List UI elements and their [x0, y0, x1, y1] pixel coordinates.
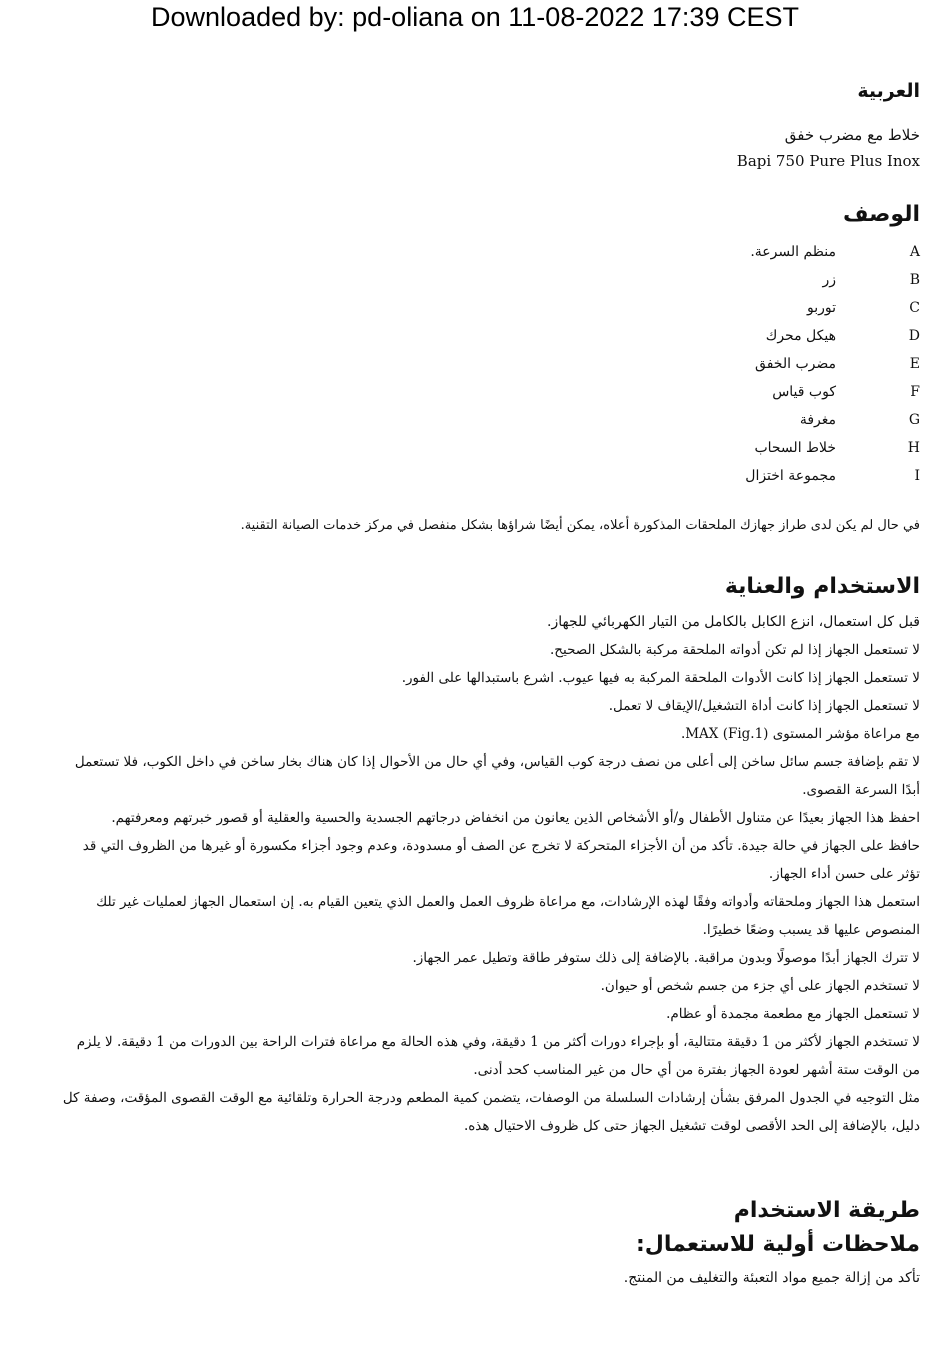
use-care-item: ﻻ ﺗﻘﻢ ﺑﺈﺿﺎﻓﺔ ﺟﺴﻢ ﺳﺎﺋﻞ ﺳﺎﺧﻦ إﻟﻰ أﻋﻠﻰ ﻣﻦ ﻧﺼﻒ درﺟﺔ ﻛﻮب اﻟﻘﻴﺎس، وﻓﻲ أي ﺣﺎل ﻣﻦ اﻷﺣﻮال إذا ﻛﺎن ﻫﻨﺎك ﺑﺨﺎر ﺳﺎﺧﻦ ﻓﻲ داﺧﻞ اﻟﻜﻮب، ﻓﻼ ﺗﺴﺘﻌﻤﻞ أﺑﺪًا اﻟﺴﺮﻋﺔ اﻟﻘﺼﻮى. — [74, 754, 920, 798]
use-care-item: ﻻ ﺗﺴﺘﻌﻤﻞ اﻟﺠﻬﺎز إذا ﻛﺎﻧﺖ أداة اﻟﺘﺸﻐﻴﻞ/اﻹﻳﻘﺎف ﻻ ﺗﻌﻤﻞ. — [608, 698, 920, 714]
use-care-item: ﻻ ﺗﺴﺘﻌﻤﻞ اﻟﺠﻬﺎز ﻣﻊ ﻣﻄﻌﻤﺔ ﻣﺠﻤﺪة أو ﻋﻈﺎم. — [666, 1006, 920, 1022]
part-letter: C — [909, 300, 920, 316]
use-care-item: ﻻ ﺗﺴﺘﺨﺪم اﻟﺠﻬﺎز ﻋﻠﻰ أي ﺟﺰء ﻣﻦ ﺟﺴﻢ ﺷﺨﺺ أو ﺣﻴﻮان. — [600, 978, 920, 994]
use-care-item: ﻻ ﺗﺴﺘﻌﻤﻞ اﻟﺠﻬﺎز إذا ﻟﻢ ﺗﻜﻦ أدواﺗﻪ اﻟﻤﻠﺤﻘﺔ ﻣﺮﻛﺒﺔ ﺑﺎﻟﺸﻜﻞ اﻟﺼﺤﻴﺢ. — [550, 642, 920, 658]
part-letter: B — [909, 272, 920, 288]
part-label: ﻣﺠﻤﻮﻋﺔ اﺧﺘﺰال — [745, 468, 836, 484]
part-label: ﻛﻮب ﻗﻴﺎس — [772, 384, 836, 400]
product-model: Bapi 750 Pure Plus Inox — [736, 152, 920, 170]
use-care-item: ﻻ ﺗﺘﺮك اﻟﺠﻬﺎز أﺑﺪًا ﻣﻮﺻﻮﻟًﺎ وﺑﺪون ﻣﺮاﻗﺒﺔ. ﺑﺎﻹﺿﺎﻓﺔ إﻟﻰ ذﻟﻚ ﺳﺘﻮﻓﺮ ﻃﺎﻗﺔ وﺗﻄﻴﻞ ﻋﻤﺮ اﻟﺠﻬﺎز. — [412, 950, 920, 966]
part-label: ﻣﻐﺮﻓﺔ — [799, 412, 836, 428]
list-item — [720, 464, 920, 492]
use-care-item: ﺣﺎﻓﻆ ﻋﻠﻰ اﻟﺠﻬﺎز ﻓﻲ ﺣﺎﻟﺔ ﺟﻴﺪة. ﺗﺄﻛﺪ ﻣﻦ أن اﻷﺟﺰاء اﻟﻤﺘﺤﺮﻛﺔ ﻻ ﺗﺨﺮج ﻋﻦ اﻟﺼﻒ أو ﻣﺴﺪودة، وﻋﺪم وﺟﻮد أﺟﺰاء ﻣﻜﺴﻮرة أو ﻏﻴﺮﻫﺎ ﻣﻦ اﻟﻈﺮوف اﻟﺘﻲ ﻗﺪ ﺗﺆﺛﺮ ﻋﻠﻰ ﺣﺴﻦ أداء اﻟﺠﻬﺎز. — [82, 838, 920, 882]
list-item — [720, 408, 920, 436]
part-letter: H — [907, 440, 920, 456]
part-label: ﺗﻮرﺑﻮ — [806, 300, 836, 316]
use-care-item: ﻣﻊ ﻣﺮاﻋﺎة ﻣﺆﺷﺮ اﻟﻤﺴﺘﻮى MAX (Fig.1). — [680, 726, 920, 742]
accessories-note: ﻓﻲ ﺣﺎل ﻟﻢ ﻳﻜﻦ ﻟﺪى ﻃﺮاز ﺟﻬﺎزك اﻟﻤﻠﺤﻘﺎت اﻟﻤﺬﻛﻮرة أﻋﻼه، ﻳﻤﻜﻦ أﻳﻀًﺎ ﺷﺮاؤﻫﺎ ﺑﺸﻜﻞ ﻣﻨﻔﺼﻞ ﻓﻲ ﻣﺮﻛﺰ ﺧﺪﻣﺎت اﻟﺼﻴﺎﻧﺔ اﻟﺘﻘﻨﻴﺔ. — [240, 518, 920, 533]
preliminary-note-text: ﺗﺄﻛﺪ ﻣﻦ إزاﻟﺔ ﺟﻤﻴﻊ ﻣﻮاد اﻟﺘﻌﺒﺌﺔ واﻟﺘﻐﻠﻴﻒ ﻣﻦ اﻟﻤﻨﺘﺞ. — [623, 1270, 920, 1286]
use-care-heading: الاستخدام والعناية — [724, 574, 920, 599]
use-care-item: اﺣﻔﻆ ﻫﺬا اﻟﺠﻬﺎز ﺑﻌﻴﺪًا ﻋﻦ ﻣﺘﻨﺎول اﻷﻃﻔﺎل و/أو اﻷﺷﺨﺎص اﻟﺬﻳﻦ ﻳﻌﺎﻧﻮن ﻣﻦ اﻧﺨﻔﺎض درﺟﺎﺗﻬﻢ اﻟﺠﺴﺪﻳﺔ واﻟﺤﺴﻴﺔ واﻟﻌﻘﻠﻴﺔ أو ﻗﺼﻮر ﺧﺒﺮﺗﻬﻢ وﻣﻌﺮﻓﺘﻬﻢ. — [111, 810, 920, 826]
use-care-item: اﺳﺘﻌﻤﻞ ﻫﺬا اﻟﺠﻬﺎز وﻣﻠﺤﻘﺎﺗﻪ وأدواﺗﻪ وﻓﻘًﺎ ﻟﻬﺬه اﻹرﺷﺎدات، ﻣﻊ ﻣﺮاﻋﺎة ﻇﺮوف اﻟﻌﻤﻞ واﻟﻌﻤﻞ اﻟﺬي ﻳﺘﻌﻴﻦ اﻟﻘﻴﺎم ﺑﻪ. إن اﺳﺘﻌﻤﺎل اﻟﺠﻬﺎز ﻟﻌﻤﻠﻴﺎت ﻏﻴﺮ ﺗﻠﻚ اﻟﻤﻨﺼﻮص ﻋﻠﻴﻬﺎ ﻗﺪ ﻳﺴﺒﺐ وﺿﻌًﺎ ﺧﻄﻴﺮًا. — [96, 894, 920, 938]
list-item — [720, 436, 920, 464]
part-label: ﻫﻴﻜﻞ ﻣﺤﺮك — [765, 328, 836, 344]
part-label: ﻣﻀﺮب اﻟﺨﻔﻖ — [755, 356, 836, 372]
list-item — [720, 324, 920, 352]
preliminary-notes-heading: ملاحظات أولية للاستعمال: — [636, 1232, 920, 1257]
list-item — [720, 296, 920, 324]
use-care-item: ﻻ ﺗﺴﺘﺨﺪم اﻟﺠﻬﺎز ﻷﻛﺜﺮ ﻣﻦ 1 دﻗﻴﻘﺔ ﻣﺘﺘﺎﻟﻴﺔ، أو ﺑﺈﺟﺮاء دورات أﻛﺜﺮ ﻣﻦ 1 دﻗﻴﻘﺔ، وﻓﻲ ﻫﺬه اﻟﺤﺎﻟﺔ ﻣﻊ ﻣﺮاﻋﺎة ﻓﺘﺮات اﻟﺮاﺣﺔ ﺑﻴﻦ اﻟﺪورات ﻣﻦ 1 دﻗﻴﻘﺔ. ﻻ ﻳﻠﺰم ﻣﻦ اﻟﻮﻗﺖ ﺳﺘﺔ أﺷﻬﺮ ﻟﻌﻮدة اﻟﺠﻬﺎز ﺑﻔﺘﺮة ﻣﻦ أي ﺣﺎل ﻣﻦ ﻏﻴﺮ اﻟﻤﻨﺎﺳﺐ ﻛﺤﺪ أدﻧﻰ. — [76, 1034, 920, 1078]
part-letter: F — [910, 384, 920, 400]
method-heading: طريقة الاستخدام — [733, 1198, 920, 1223]
part-label: ﺧﻼط اﻟﺴﺤﺎب — [754, 440, 836, 456]
part-letter: D — [908, 328, 920, 344]
use-care-item: ﻣﺜﻞ اﻟﺘﻮﺟﻴﻪ ﻓﻲ اﻟﺠﺪول اﻟﻤﺮﻓﻖ ﺑﺸﺄن إرﺷﺎدات اﻟﺴﻠﺴﻠﺔ ﻣﻦ اﻟﻮﺻﻔﺎت، ﻳﺘﻀﻤﻦ ﻛﻤﻴﺔ اﻟﻤﻄﻌﻢ ودرﺟﺔ اﻟﺤﺮارة وﺗﻠﻘﺎﺋﻴﺔ ﻣﻊ اﻟﻮﻗﺖ اﻟﻘﺼﻮى اﻟﻤﺆﻗﺖ، وﺻﻔﺔ ﻛﻞ دﻟﻴﻞ، ﺑﺎﻹﺿﺎﻓﺔ إﻟﻰ اﻟﺤﺪ اﻷﻗﺼﻰ ﻟﻮﻗﺖ ﺗﺸﻐﻴﻞ اﻟﺠﻬﺎز ﺣﺘﻰ ﻛﻞ ﻇﺮوف اﻻﺣﺘﻴﺎل ﻫﺬه. — [62, 1090, 920, 1134]
language-heading: العربية — [857, 80, 920, 102]
part-letter: E — [909, 356, 920, 372]
use-care-list — [60, 608, 920, 1140]
use-care-item: ﻻ ﺗﺴﺘﻌﻤﻞ اﻟﺠﻬﺎز إذا ﻛﺎﻧﺖ اﻷدوات اﻟﻤﻠﺤﻘﺔ اﻟﻤﺮﻛﺒﺔ ﺑﻪ ﻓﻴﻬﺎ ﻋﻴﻮب. اﺷﺮع ﺑﺎﺳﺘﺒﺪاﻟﻬﺎ ﻋﻠﻰ اﻟﻔﻮر. — [401, 670, 920, 686]
list-item — [720, 380, 920, 408]
description-heading: الوصف — [842, 202, 920, 227]
parts-list — [720, 240, 920, 492]
list-item — [720, 352, 920, 380]
download-banner: Downloaded by: pd-oliana on 11-08-2022 17:39 CEST — [151, 2, 799, 32]
list-item — [720, 268, 920, 296]
part-label: زر — [822, 272, 836, 288]
product-name: ﺧﻼط ﻣﻊ ﻣﻀﺮب ﺧﻔﻖ — [784, 126, 920, 144]
list-item — [720, 240, 920, 268]
part-label: ﻣﻨﻈﻢ اﻟﺴﺮﻋﺔ. — [750, 244, 836, 260]
use-care-item: ﻗﺒﻞ ﻛﻞ اﺳﺘﻌﻤﺎل، اﻧﺰع اﻟﻜﺎﺑﻞ ﺑﺎﻟﻜﺎﻣﻞ ﻣﻦ اﻟﺘﻴﺎر اﻟﻜﻬﺮﺑﺎﺋﻲ ﻟﻠﺠﻬﺎز. — [547, 614, 920, 630]
part-letter: I — [914, 468, 920, 484]
part-letter: G — [908, 412, 920, 428]
part-letter: A — [909, 244, 920, 260]
